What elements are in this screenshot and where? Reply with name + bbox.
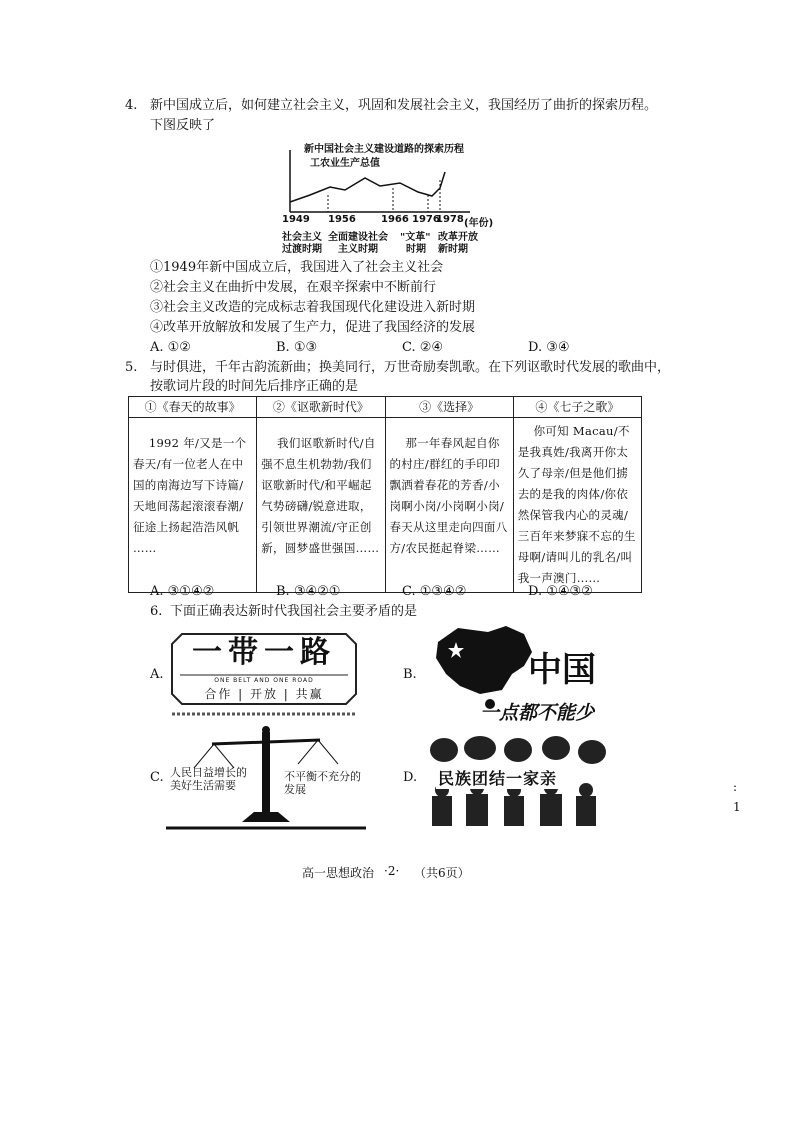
q5-option-d: D. ①④③② [528, 584, 593, 599]
lyrics-cell-1 [129, 418, 257, 593]
year-1949: 1949 [282, 214, 310, 225]
lyrics-cell-2 [257, 418, 385, 593]
lyrics-text-3: 那一年春风起自你的村庄/群红的手印印飘洒着春花的芳香/小岗啊小岗/小岗啊小岗/春天从这里走向四面八方/农民挺起脊梁…… [389, 436, 508, 555]
period-1-l2: 过渡时期 [282, 244, 322, 255]
lyrics-header-3: ③《选择》 [385, 397, 513, 418]
ethnic-unity-banner: 民族团结一家亲 [436, 766, 559, 789]
q4-number: 4. [125, 98, 138, 113]
q4-option-b: B. ①③ [276, 340, 318, 355]
q4-stem-line2: 下图反映了 [150, 118, 216, 133]
lyrics-header-1: ①《春天的故事》 [129, 397, 257, 418]
year-1978: 1978 [436, 214, 464, 225]
q5-stem-line1: 与时俱进，千年古韵流新曲；换美同行，万世奇励奏凯歌。在下列讴歌时代发展的歌曲中， [150, 360, 671, 375]
period-3-l1: "文革" [400, 232, 431, 243]
chart-plot [280, 140, 480, 220]
china-slogan: 一点都不能少 [480, 702, 595, 724]
scale-right-text: 不平衡不充分的发展 [284, 770, 361, 796]
q4-option-d: D. ③④ [528, 340, 570, 355]
year-1956: 1956 [328, 214, 356, 225]
footer-page: ·2· [384, 864, 400, 878]
lyrics-text-1: 1992 年/又是一个春天/有一位老人在中国的南海边写下诗篇/天地间荡起滚滚春潮/征途上扬起浩浩风帆 …… [133, 436, 247, 555]
lyrics-text-4: 你可知 Macau/不是我真姓/我离开你太久了母亲/但是他们掳去的是我的肉体/你依然保管我内心的灵魂/三百年来梦寐不忘的生母啊/请叫儿的乳名/叫我一声澳门…… [517, 424, 636, 585]
belt-road-title: 一带一路 [192, 635, 336, 670]
q4-statement-3: ③社会主义改造的完成标志着我国现代化建设进入新时期 [150, 300, 476, 315]
lyrics-header-4: ④《七子之歌》 [513, 397, 641, 418]
lyrics-cell-4 [513, 418, 641, 593]
q6-label-c: C. [150, 770, 164, 785]
lyrics-table [128, 396, 642, 593]
q4-statement-1: ①1949年新中国成立后，我国进入了社会主义社会 [150, 260, 444, 275]
q4-statement-4: ④改革开放解放和发展了生产力，促进了我国经济的发展 [150, 320, 476, 335]
china-map-silhouette [436, 626, 532, 694]
scale-left-text: 人民日益增长的美好生活需要 [170, 766, 247, 792]
year-1976: 1976 [412, 214, 440, 225]
q5-option-a: A. ③①④② [150, 584, 215, 599]
q6-label-b: B. [403, 667, 417, 682]
period-4-l1: 改革开放 [438, 232, 478, 243]
chart-ylabel: 工农业生产总值 [310, 158, 380, 169]
q4-chart [280, 140, 494, 255]
footer-total: （共6页） [414, 866, 470, 880]
year-unit: (年份) [464, 218, 494, 229]
ethnic-unity-image [420, 734, 620, 828]
lyrics-text-2: 我们讴歌新时代/自强不息生机勃勃/我们讴歌新时代/和平崛起气势磅礴/锐意进取，引领世界潮流/守正创新，圆梦盛世强国…… [261, 436, 380, 555]
q5-stem-line2: 按歌词片段的时间先后排序正确的是 [150, 379, 359, 394]
lyrics-body-row [129, 418, 642, 593]
china-map-image [428, 622, 628, 734]
footer-subject: 高一思想政治 [302, 866, 375, 880]
scale-image [166, 724, 366, 830]
year-1966: 1966 [381, 214, 409, 225]
q5-option-c: C. ①③④② [402, 584, 467, 599]
period-2-l2: 主义时期 [338, 244, 378, 255]
period-1-l1: 社会主义 [282, 232, 322, 243]
chart-title: 新中国社会主义建设道路的探索历程 [304, 144, 464, 155]
lyrics-header-2: ②《讴歌新时代》 [257, 397, 385, 418]
q4-option-c: C. ②④ [402, 340, 444, 355]
margin-mark-1: : [733, 780, 738, 794]
q4-option-a: A. ①② [150, 340, 191, 355]
period-3-l2: 时期 [406, 244, 426, 255]
q5-number: 5. [125, 360, 138, 375]
q4-stem-line1: 新中国成立后，如何建立社会主义，巩固和发展社会主义，我国经历了曲折的探索历程。 [150, 98, 658, 113]
q6-number: 6. [150, 604, 163, 619]
q6-stem: 下面正确表达新时代我国社会主要矛盾的是 [170, 604, 418, 619]
production-line [290, 172, 445, 202]
belt-road-image [168, 630, 360, 722]
belt-road-motto: 合作 | 开放 | 共赢 [204, 687, 324, 701]
q4-statement-2: ②社会主义在曲折中发展，在艰辛探索中不断前行 [150, 280, 437, 295]
lyrics-cell-3 [385, 418, 513, 593]
q5-option-b: B. ③④②① [276, 584, 341, 599]
lyrics-header-row [129, 397, 642, 418]
q6-label-a: A. [150, 667, 164, 682]
china-word: 中国 [528, 650, 596, 690]
q6-label-d: D. [403, 770, 418, 785]
period-2-l1: 全面建设社会 [328, 232, 388, 243]
margin-mark-2: 1 [733, 800, 741, 814]
belt-road-subtitle: ONE BELT AND ONE ROAD [214, 677, 314, 684]
period-4-l2: 新时期 [438, 244, 468, 255]
